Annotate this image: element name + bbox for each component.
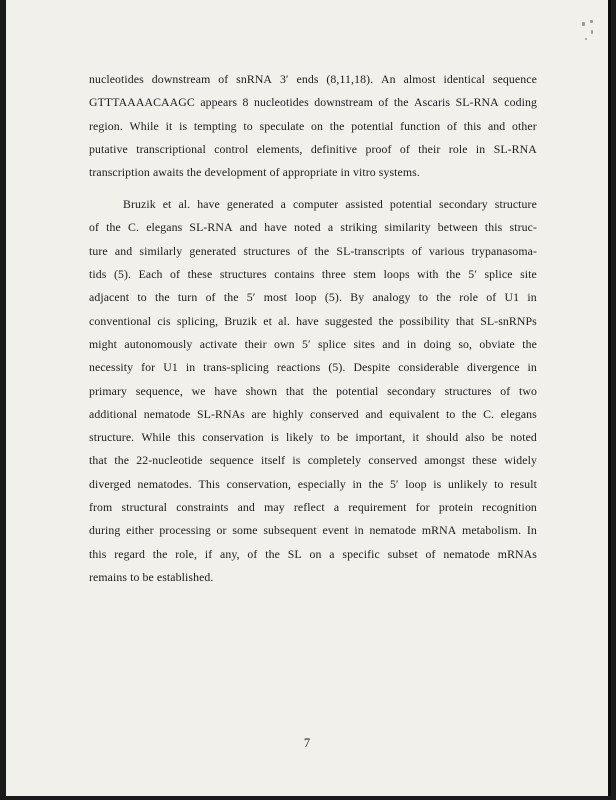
word: structures bbox=[219, 267, 267, 282]
word: C. bbox=[128, 220, 140, 235]
word: SL-RNA bbox=[455, 95, 499, 110]
word: that bbox=[285, 383, 304, 398]
word: two bbox=[518, 383, 537, 398]
word: necessity bbox=[89, 360, 134, 375]
text-line bbox=[89, 543, 537, 566]
word: the bbox=[114, 453, 130, 468]
word: these bbox=[472, 453, 497, 468]
word: activate bbox=[199, 336, 238, 351]
word: is bbox=[270, 430, 279, 445]
text-line bbox=[89, 240, 537, 263]
word: during bbox=[89, 523, 121, 538]
word: the bbox=[106, 220, 121, 235]
paragraph-2 bbox=[89, 193, 537, 589]
word: the bbox=[436, 290, 452, 305]
word: SL-RNAs bbox=[196, 406, 245, 421]
word: role bbox=[459, 290, 479, 305]
word: reactions bbox=[276, 360, 321, 375]
word: a bbox=[327, 220, 334, 235]
text-line: remains to be established. bbox=[89, 569, 214, 584]
word: ture bbox=[89, 243, 108, 258]
word: the bbox=[312, 383, 328, 398]
word: recognition bbox=[482, 500, 537, 515]
word: also bbox=[465, 430, 485, 445]
word: of bbox=[486, 290, 497, 305]
word: tempting bbox=[193, 118, 237, 133]
word: 8 bbox=[242, 95, 249, 110]
word: appears bbox=[200, 95, 238, 110]
word: for bbox=[141, 360, 156, 375]
word: considerable bbox=[398, 360, 460, 375]
word: this bbox=[463, 118, 482, 133]
word: conservation, bbox=[226, 476, 292, 491]
word: loop bbox=[295, 290, 317, 305]
word: of bbox=[89, 220, 100, 235]
word: structure. bbox=[89, 430, 135, 445]
word: the bbox=[368, 476, 384, 491]
word: 22-nucleotide bbox=[136, 453, 203, 468]
word: any, bbox=[220, 546, 240, 561]
word: 5′ bbox=[468, 267, 477, 282]
word: structure bbox=[494, 197, 537, 212]
word: or bbox=[216, 523, 227, 538]
word: completely bbox=[307, 453, 362, 468]
word: GTTTAAAACAAGC bbox=[89, 95, 195, 110]
word: most bbox=[263, 290, 288, 305]
word: Bruzik bbox=[123, 197, 156, 212]
word: downstream bbox=[151, 72, 211, 86]
word: this bbox=[177, 430, 196, 445]
word: constraints bbox=[176, 500, 229, 515]
word: the bbox=[522, 336, 537, 351]
text-line bbox=[89, 263, 537, 286]
word: Ascaris bbox=[414, 95, 451, 110]
word: of bbox=[205, 290, 216, 305]
word: SL-transcripts bbox=[336, 243, 405, 258]
paragraph-1 bbox=[89, 68, 537, 184]
word: Each bbox=[138, 267, 163, 282]
word: divergence bbox=[467, 360, 520, 375]
word: stem bbox=[353, 267, 377, 282]
word: potential bbox=[351, 118, 394, 133]
word: 5′ bbox=[246, 290, 256, 305]
word: metabolism. bbox=[462, 523, 522, 538]
word: be bbox=[336, 430, 349, 445]
word: secondary bbox=[387, 383, 436, 398]
word: 3′ bbox=[279, 72, 289, 86]
word: to bbox=[243, 118, 253, 133]
word: the bbox=[329, 118, 345, 133]
word: potential bbox=[336, 383, 379, 398]
text-line bbox=[89, 519, 537, 542]
word: loops bbox=[383, 267, 410, 282]
word: By bbox=[350, 290, 365, 305]
word: these bbox=[187, 267, 213, 282]
word: splice bbox=[317, 336, 347, 351]
word: a bbox=[280, 197, 286, 212]
word: unlikely bbox=[448, 476, 488, 491]
word: of bbox=[297, 243, 308, 258]
word: nucleotides bbox=[89, 72, 144, 86]
word: function bbox=[400, 118, 441, 133]
text-line bbox=[89, 496, 537, 519]
word: SL-RNA bbox=[189, 220, 233, 235]
word: generated bbox=[189, 243, 237, 258]
word: result bbox=[510, 476, 537, 491]
word: of bbox=[247, 546, 258, 561]
word: important, bbox=[355, 430, 406, 445]
word: U1 bbox=[163, 360, 178, 375]
word: with bbox=[417, 267, 439, 282]
word: computer bbox=[292, 197, 339, 212]
word: in bbox=[527, 360, 537, 375]
word: trypanasoma- bbox=[471, 243, 537, 258]
text-line: transcription awaits the development of appropriate in vitro systems. bbox=[89, 165, 420, 180]
word: this bbox=[484, 220, 503, 235]
word: various bbox=[429, 243, 465, 258]
word: U1 bbox=[504, 290, 520, 305]
word: loop bbox=[405, 476, 427, 491]
text-line bbox=[89, 115, 537, 138]
word: is bbox=[179, 118, 188, 133]
word: definitive bbox=[310, 141, 358, 156]
word: might bbox=[89, 336, 118, 351]
document-page bbox=[6, 0, 611, 796]
word: similarity bbox=[384, 220, 431, 235]
word: the bbox=[314, 243, 330, 258]
word: we bbox=[191, 383, 206, 398]
word: highly bbox=[272, 406, 304, 421]
word: ends bbox=[296, 72, 319, 86]
word: 5′ bbox=[389, 476, 399, 491]
word: of bbox=[425, 546, 436, 561]
word: nematode bbox=[143, 406, 191, 421]
text-line bbox=[89, 193, 537, 216]
word: sequence bbox=[492, 72, 537, 86]
word: (5). bbox=[328, 360, 346, 375]
word: should bbox=[426, 430, 459, 445]
word: (8,11,18). bbox=[326, 72, 374, 86]
word: assisted bbox=[345, 197, 383, 212]
word: of bbox=[447, 118, 458, 133]
word: autonomously bbox=[124, 336, 193, 351]
word: noted bbox=[294, 220, 321, 235]
word: of bbox=[500, 383, 511, 398]
word: to bbox=[137, 290, 147, 305]
word: elegans bbox=[500, 406, 537, 421]
word: is bbox=[292, 453, 301, 468]
word: widely bbox=[504, 453, 537, 468]
word: et bbox=[162, 197, 172, 212]
word: a bbox=[333, 500, 340, 515]
word: of bbox=[218, 72, 229, 86]
word: role bbox=[448, 141, 468, 156]
word: shown bbox=[245, 383, 278, 398]
word: sites bbox=[353, 336, 375, 351]
word: to bbox=[494, 476, 504, 491]
word: identical bbox=[443, 72, 485, 86]
text-line bbox=[89, 333, 537, 356]
text-line bbox=[89, 138, 537, 161]
word: tids bbox=[89, 267, 107, 282]
word: elegans bbox=[146, 220, 183, 235]
word: the bbox=[265, 546, 280, 561]
scan-marks bbox=[580, 20, 596, 50]
word: between bbox=[437, 220, 478, 235]
word: their bbox=[418, 141, 441, 156]
word: almost bbox=[403, 72, 436, 86]
word: SL-snRNPs bbox=[480, 313, 537, 328]
word: secondary bbox=[439, 197, 488, 212]
text-line bbox=[89, 91, 537, 114]
text-line bbox=[89, 403, 537, 426]
word: While bbox=[141, 430, 171, 445]
word: snRNA bbox=[236, 72, 273, 86]
word: that bbox=[89, 453, 108, 468]
word: amongst bbox=[424, 453, 466, 468]
word: own bbox=[274, 336, 295, 351]
word: region. bbox=[89, 118, 123, 133]
word: the bbox=[223, 290, 239, 305]
word: to bbox=[445, 406, 456, 421]
word: on bbox=[311, 118, 324, 133]
word: 5′ bbox=[301, 336, 311, 351]
word: are bbox=[251, 406, 267, 421]
word: mRNAs bbox=[497, 546, 537, 561]
word: contains bbox=[274, 267, 315, 282]
word: striking bbox=[340, 220, 378, 235]
word: in bbox=[354, 523, 364, 538]
word: proof bbox=[365, 141, 392, 156]
word: their bbox=[244, 336, 267, 351]
word: cis bbox=[157, 313, 171, 328]
text-line bbox=[89, 286, 537, 309]
word: conservation bbox=[202, 430, 264, 445]
word: equivalent bbox=[389, 406, 440, 421]
word: the bbox=[461, 406, 477, 421]
word: elements, bbox=[256, 141, 303, 156]
word: for bbox=[415, 500, 430, 515]
word: this bbox=[89, 546, 107, 561]
word: SL-RNA bbox=[493, 141, 537, 156]
word: nematode bbox=[443, 546, 491, 561]
word: likely bbox=[285, 430, 314, 445]
word: Bruzik bbox=[224, 313, 258, 328]
word: of bbox=[399, 141, 410, 156]
word: have bbox=[264, 220, 287, 235]
word: structures bbox=[444, 383, 492, 398]
word: structures bbox=[243, 243, 291, 258]
word: nematodes. bbox=[137, 476, 192, 491]
word: noted bbox=[510, 430, 537, 445]
text-line bbox=[89, 473, 537, 496]
word: and bbox=[237, 500, 255, 515]
word: transcriptional bbox=[136, 141, 206, 156]
word: either bbox=[126, 523, 154, 538]
word: downstream bbox=[314, 95, 373, 110]
word: have bbox=[214, 383, 238, 398]
text-line bbox=[89, 449, 537, 472]
word: on bbox=[309, 546, 322, 561]
word: analogy bbox=[372, 290, 411, 305]
word: obviate bbox=[479, 336, 515, 351]
word: be bbox=[491, 430, 504, 445]
word: nematode bbox=[369, 523, 417, 538]
text-line bbox=[89, 380, 537, 403]
word: structural bbox=[121, 500, 168, 515]
word: role, bbox=[175, 546, 198, 561]
word: al. bbox=[278, 313, 290, 328]
word: subsequent bbox=[263, 523, 317, 538]
word: in bbox=[406, 336, 417, 351]
word: additional bbox=[89, 406, 138, 421]
word: conserved bbox=[310, 406, 359, 421]
word: some bbox=[232, 523, 258, 538]
word: especially bbox=[297, 476, 346, 491]
word: struc- bbox=[509, 220, 537, 235]
word: al. bbox=[178, 197, 191, 212]
word: and bbox=[382, 336, 400, 351]
word: In bbox=[526, 523, 537, 538]
word: to bbox=[320, 430, 330, 445]
word: conventional bbox=[89, 313, 152, 328]
word: it bbox=[412, 430, 420, 445]
word: sequence, bbox=[135, 383, 183, 398]
word: speculate bbox=[259, 118, 305, 133]
word: from bbox=[89, 500, 113, 515]
word: have bbox=[296, 313, 319, 328]
body-text bbox=[89, 68, 537, 589]
word: and bbox=[114, 243, 133, 258]
word: site bbox=[520, 267, 537, 282]
word: processing bbox=[159, 523, 211, 538]
word: that bbox=[455, 313, 475, 328]
word: the bbox=[393, 95, 409, 110]
word: (5). bbox=[113, 267, 132, 282]
word: in bbox=[475, 141, 486, 156]
word: and bbox=[365, 406, 383, 421]
word: reflect bbox=[293, 500, 325, 515]
word: potential bbox=[389, 197, 433, 212]
word: primary bbox=[89, 383, 128, 398]
word: other bbox=[512, 118, 537, 133]
word: diverged bbox=[89, 476, 131, 491]
word: doing bbox=[423, 336, 452, 351]
word: turn bbox=[177, 290, 198, 305]
word: itself bbox=[260, 453, 286, 468]
word: This bbox=[198, 476, 220, 491]
word: if bbox=[204, 546, 213, 561]
word: An bbox=[381, 72, 396, 86]
word: so, bbox=[458, 336, 473, 351]
word: control bbox=[214, 141, 249, 156]
word: subset bbox=[387, 546, 418, 561]
word: and bbox=[487, 118, 506, 133]
word: Despite bbox=[353, 360, 391, 375]
word: regard bbox=[114, 546, 145, 561]
word: to bbox=[418, 290, 429, 305]
word: possibility bbox=[399, 313, 450, 328]
word: similarly bbox=[139, 243, 183, 258]
text-line bbox=[89, 216, 537, 239]
word: of bbox=[170, 267, 181, 282]
word: may bbox=[264, 500, 285, 515]
word: of bbox=[378, 95, 389, 110]
word: of bbox=[411, 243, 422, 258]
word: in bbox=[352, 476, 362, 491]
word: adjacent bbox=[89, 290, 130, 305]
word: event bbox=[322, 523, 349, 538]
page-number: 7 bbox=[303, 736, 311, 750]
word: the bbox=[152, 546, 168, 561]
word: the bbox=[378, 313, 394, 328]
word: mRNA bbox=[421, 523, 457, 538]
text-line bbox=[89, 356, 537, 379]
word: have bbox=[197, 197, 220, 212]
word: trans-splicing bbox=[203, 360, 269, 375]
word: it bbox=[165, 118, 173, 133]
word: splicing, bbox=[176, 313, 219, 328]
word: in bbox=[185, 360, 196, 375]
word: While bbox=[129, 118, 159, 133]
word: and bbox=[239, 220, 258, 235]
word: C. bbox=[483, 406, 495, 421]
word: nucleotides bbox=[253, 95, 309, 110]
word: the bbox=[154, 290, 170, 305]
word: requirement bbox=[348, 500, 407, 515]
word: specific bbox=[342, 546, 380, 561]
text-line bbox=[89, 426, 537, 449]
word: putative bbox=[89, 141, 128, 156]
word: splice bbox=[484, 267, 513, 282]
word: generated bbox=[226, 197, 274, 212]
word: coding bbox=[504, 95, 537, 110]
word: three bbox=[321, 267, 346, 282]
word: et bbox=[263, 313, 272, 328]
text-line bbox=[89, 68, 537, 91]
word: is bbox=[433, 476, 442, 491]
word: in bbox=[527, 290, 537, 305]
word: SL bbox=[287, 546, 302, 561]
word: sequence bbox=[209, 453, 254, 468]
word: conserved bbox=[368, 453, 418, 468]
word: the bbox=[446, 267, 461, 282]
text-line bbox=[89, 310, 537, 333]
word: a bbox=[329, 546, 335, 561]
word: protein bbox=[438, 500, 473, 515]
word: (5). bbox=[324, 290, 342, 305]
word: suggested bbox=[324, 313, 373, 328]
